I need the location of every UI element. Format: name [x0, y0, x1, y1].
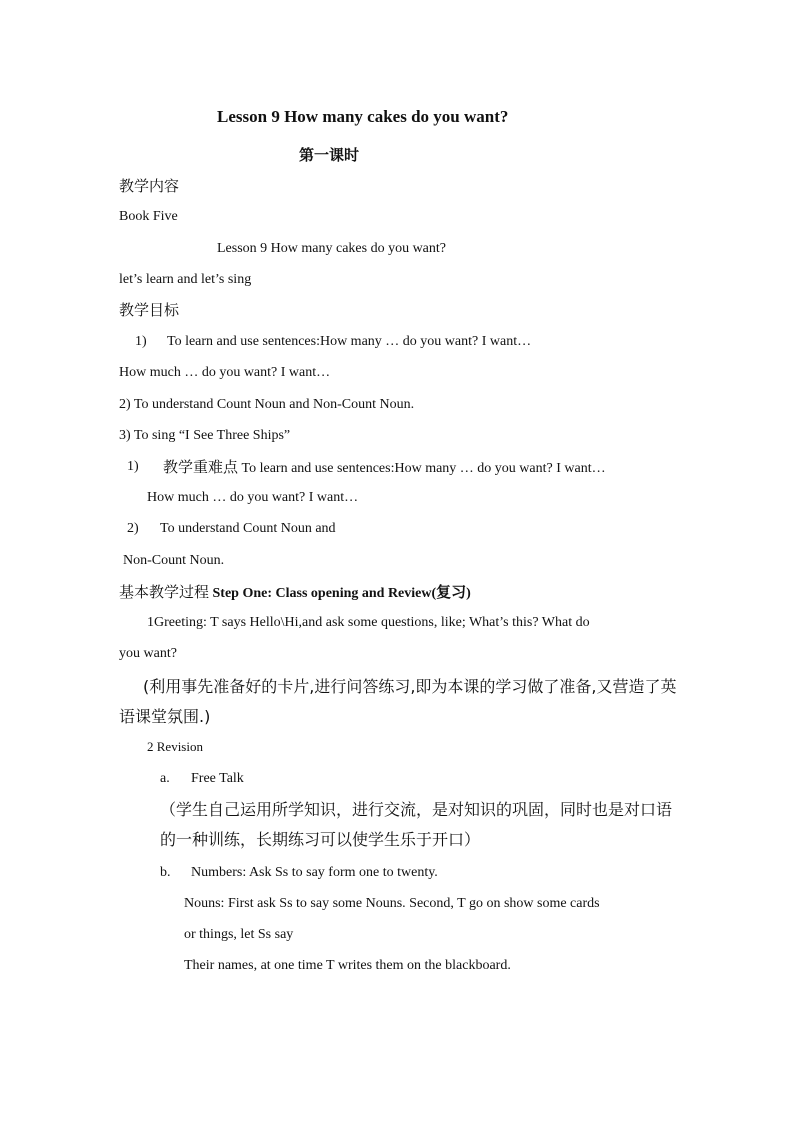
objective-2: 2) To understand Count Noun and Non-Count Noun. [119, 397, 415, 412]
key-point-2-text: To understand Count Noun and [160, 521, 336, 536]
key-point-label: 教学重难点 [163, 458, 239, 476]
content-heading: 教学内容 [119, 177, 180, 195]
key-point-2-number: 2) [127, 521, 139, 536]
note-2: （学生自己运用所学知识，进行交流，是对知识的巩固，同时也是对口语 [160, 800, 673, 819]
item-a-label: a. [160, 771, 170, 786]
objectives-heading: 教学目标 [119, 301, 180, 319]
objective-1-text: To learn and use sentences:How many … do you want? I want… [167, 334, 532, 349]
nouns-line: Nouns: First ask Ss to say some Nouns. Second, T go on show some cards [184, 896, 600, 911]
item-b-label: b. [160, 865, 171, 880]
learn-line: let’s learn and let’s sing [119, 272, 252, 287]
book-line: Book Five [119, 209, 178, 224]
key-point-1-text: To learn and use sentences:How many … do you want? I want… [238, 461, 606, 476]
lesson-line: Lesson 9 How many cakes do you want? [217, 241, 447, 256]
item-a-text: Free Talk [191, 771, 244, 786]
key-point-1-continued: How much … do you want? I want… [147, 490, 359, 505]
step-one-label: Step One: Class opening and Review( [209, 586, 437, 601]
lesson-subtitle: 第一课时 [299, 146, 360, 164]
greeting-continued: you want? [119, 646, 177, 661]
greeting-line: 1Greeting: T says Hello\Hi,and ask some questions, like; What’s this? What do [147, 615, 590, 630]
nouns-continued: or things, let Ss say [184, 927, 294, 942]
note-1-continued: 语课堂氛围.) [119, 707, 211, 726]
key-point-1-number: 1) [127, 459, 139, 474]
process-heading-line [119, 582, 471, 604]
key-point-1 [163, 457, 606, 479]
key-point-2-continued: Non-Count Noun. [123, 553, 225, 568]
process-heading: 基本教学过程 [119, 583, 210, 601]
note-2-continued: 的一种训练，长期练习可以使学生乐于开口） [160, 830, 481, 849]
step-one-review-zh: 复习 [436, 583, 467, 601]
objective-1-continued: How much … do you want? I want… [119, 365, 331, 380]
lesson-title: Lesson 9 How many cakes do you want? [217, 107, 509, 126]
item-b-text: Numbers: Ask Ss to say form one to twenty. [191, 865, 438, 880]
revision-heading: 2 Revision [147, 739, 203, 754]
objective-1-number: 1) [135, 334, 147, 349]
step-one-close: ) [466, 586, 471, 601]
objective-3: 3) To sing “I See Three Ships” [119, 428, 291, 443]
note-1: (利用事先准备好的卡片,进行问答练习,即为本课的学习做了准备,又营造了英 [143, 677, 677, 696]
names-line: Their names, at one time T writes them on the blackboard. [184, 958, 511, 973]
